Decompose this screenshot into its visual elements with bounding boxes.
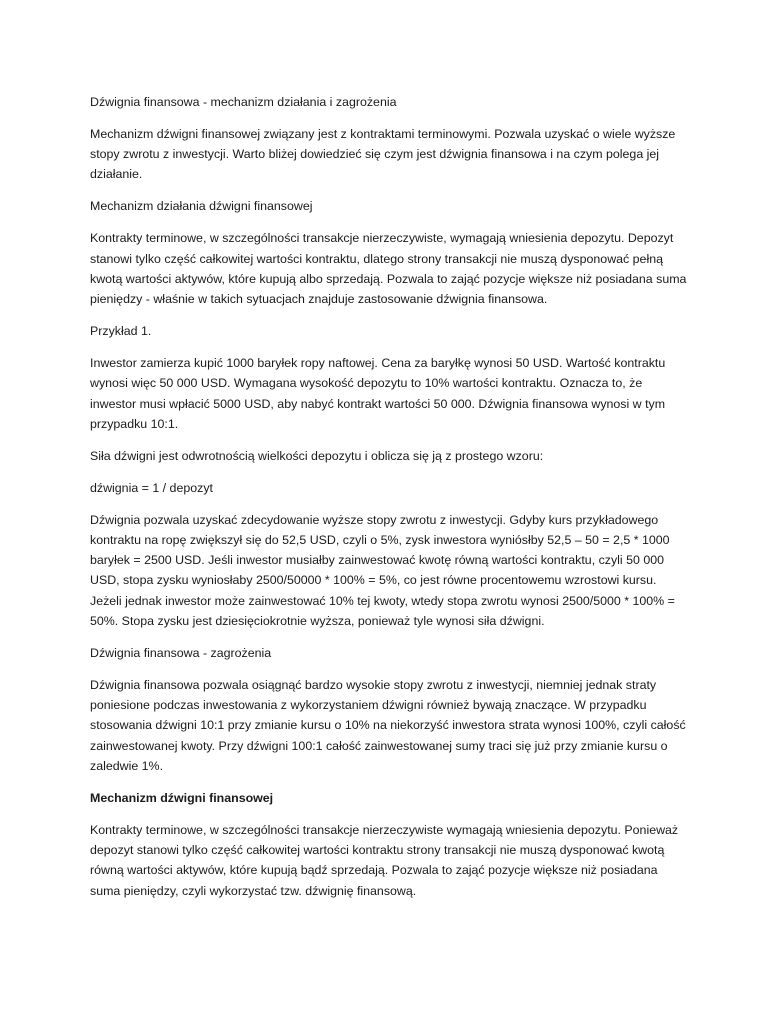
mechanism-heading: Mechanizm działania dźwigni finansowej (90, 199, 313, 214)
intro-paragraph: Mechanizm dźwigni finansowej związany jest z kontraktami terminowymi. Pozwala uzyskać o wiele wyższe stopy zwrotu z inwestycji. Warto bliżej dowiedzieć się czym jest dźwignia finansowa i na czym polega jej działanie. (90, 126, 676, 182)
leverage-paragraph: Dźwignia pozwala uzyskać zdecydowanie wyższe stopy zwrotu z inwestycji. Gdyby kurs przykładowego kontraktu na ropę zwiększył się do 52,5 USD, czyli o 5%, zysk inwestora wyniósłby 52,5 – 50 = 2,5 * 1000 baryłek = 2500 USD. Jeśli inwestor musiałby zainwestować kwotę równą wartości kontraktu, czyli 50 000 USD, stopa zysku wyniosłaby 2500/50000 * 100% = 5%, co jest równe procentowemu wzrostowi kursu. Jeżeli jednak inwestor może zainwestować 10% tej kwoty, wtedy stopa zwrotu wynosi 2500/5000 * 100% = 50%. Stopa zysku jest dziesięciokrotnie wyższa, ponieważ tyle wynosi siła dźwigni. (90, 512, 675, 628)
mechanism-bold-heading: Mechanizm dźwigni finansowej (90, 790, 274, 805)
document-title: Dźwignia finansowa - mechanizm działania i zagrożenia (90, 95, 397, 109)
mechanism-paragraph: Kontrakty terminowe, w szczególności transakcje nierzeczywiste, wymagają wniesienia depozytu. Depozyt stanowi tylko część całkowitej wartości kontraktu, dlatego strony transakcji nie muszą dysponować pełną kwotą wartości aktywów, które kupują albo sprzedają. Pozwala to zająć pozycje większe niż posiadana suma pieniędzy - właśnie w takich sytuacjach znajduje zastosowanie dźwignia finansowa. (90, 231, 687, 307)
risks-heading: Dźwignia finansowa - zagrożenia (90, 645, 272, 660)
formula-line: dźwignia = 1 / depozyt (90, 480, 213, 495)
example-paragraph: Inwestor zamierza kupić 1000 baryłek ropy naftowej. Cena za baryłkę wynosi 50 USD. Wartość kontraktu wynosi więc 50 000 USD. Wymagana wysokość depozytu to 10% wartości kontraktu. Oznacza to, że inwestor musi wpłacić 5000 USD, aby nabyć kontrakt wartości 50 000. Dźwignia finansowa wynosi w tym przypadku 10:1. (90, 355, 666, 431)
example-label: Przykład 1. (90, 324, 152, 339)
document-body (90, 92, 690, 913)
risks-paragraph: Dźwignia finansowa pozwala osiągnąć bardzo wysokie stopy zwrotu z inwestycji, niemniej jednak straty poniesione podczas inwestowania z wykorzystaniem dźwigni również bywają znaczące. W przypadku stosowania dźwigni 10:1 przy zmianie kursu o 10% na niekorzyść inwestora strata wynosi 100%, czyli całość zainwestowanej kwoty. Przy dźwigni 100:1 całość zainwestowanej sumy traci się już przy zmianie kursu o zaledwie 1%. (90, 677, 686, 773)
final-paragraph: Kontrakty terminowe, w szczególności transakcje nierzeczywiste wymagają wniesienia depozytu. Ponieważ depozyt stanowi tylko część całkowitej wartości kontraktu strony transakcji nie muszą dysponować kwotą równą wartości aktywów, które kupują bądź sprzedają. Pozwala to zająć pozycje większe niż posiadana suma pieniędzy, czyli wykorzystać tzw. dźwignię finansową. (90, 822, 679, 898)
strength-paragraph: Siła dźwigni jest odwrotnością wielkości depozytu i oblicza się ją z prostego wzoru: (90, 448, 544, 463)
